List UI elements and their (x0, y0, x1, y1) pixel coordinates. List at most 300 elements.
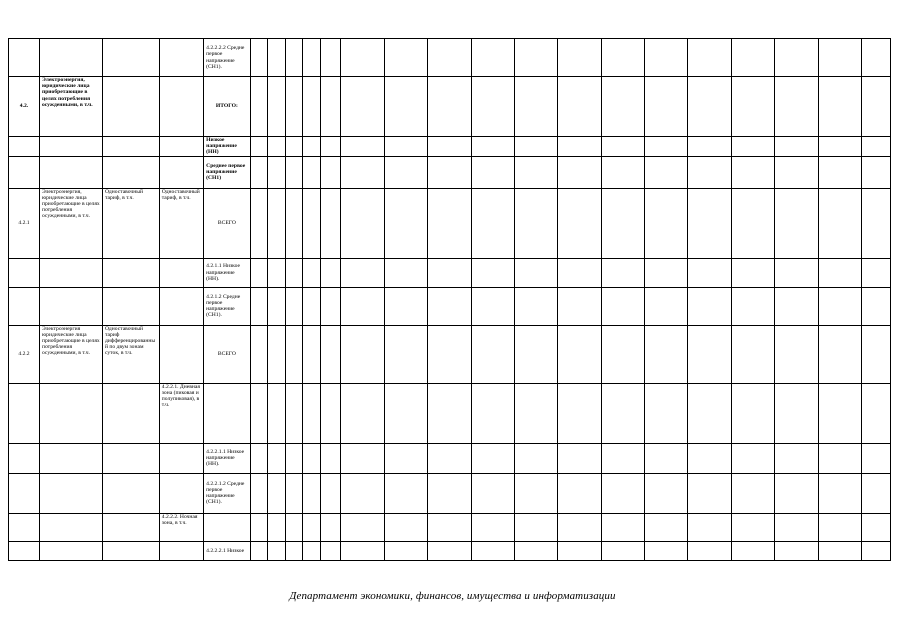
table-cell (303, 287, 321, 325)
table-cell (645, 77, 688, 137)
table-cell (514, 287, 557, 325)
table-cell (320, 473, 341, 513)
table-cell: 4.2.2 (9, 325, 40, 383)
table-cell (471, 325, 514, 383)
table-cell (39, 258, 102, 287)
table-cell (39, 541, 102, 560)
table-cell (558, 473, 601, 513)
table-cell (268, 39, 286, 77)
table-cell (341, 443, 384, 473)
table-cell (861, 513, 890, 541)
table-cell (428, 39, 471, 77)
table-cell (285, 39, 303, 77)
table-cell (9, 287, 40, 325)
table-cell (688, 443, 731, 473)
table-cell (102, 156, 159, 188)
table-cell (601, 77, 644, 137)
table-cell (514, 383, 557, 443)
table-cell (645, 383, 688, 443)
table-cell (102, 513, 159, 541)
table-cell (39, 443, 102, 473)
table-cell (688, 39, 731, 77)
table-cell (285, 443, 303, 473)
table-cell (285, 541, 303, 560)
table-cell (250, 77, 268, 137)
table-cell (9, 513, 40, 541)
table-row (9, 541, 891, 560)
table-cell (688, 137, 731, 157)
table-cell (818, 287, 861, 325)
table-cell (250, 383, 268, 443)
table-cell (818, 473, 861, 513)
table-cell (688, 383, 731, 443)
table-cell (428, 156, 471, 188)
table-cell (558, 39, 601, 77)
table-cell (688, 325, 731, 383)
table-cell (601, 513, 644, 541)
table-cell (558, 541, 601, 560)
table-row (9, 513, 891, 541)
table-cell (384, 287, 427, 325)
table-cell (818, 77, 861, 137)
table-cell (39, 137, 102, 157)
table-cell (514, 188, 557, 258)
table-cell (731, 137, 774, 157)
table-cell (731, 541, 774, 560)
table-cell (471, 39, 514, 77)
table-cell (428, 513, 471, 541)
table-cell (9, 39, 40, 77)
table-cell (645, 188, 688, 258)
table-cell (861, 473, 890, 513)
table-row (9, 443, 891, 473)
table-cell (320, 188, 341, 258)
table-cell (159, 137, 203, 157)
table-cell (39, 473, 102, 513)
table-cell (303, 258, 321, 287)
table-cell (471, 473, 514, 513)
table-cell (428, 77, 471, 137)
table-cell (285, 258, 303, 287)
footer-department: Департамент экономики, финансов, имущества и информатизации (289, 590, 616, 602)
table-cell (514, 325, 557, 383)
table-cell (428, 325, 471, 383)
table-cell (159, 39, 203, 77)
table-cell (250, 287, 268, 325)
table-cell (861, 541, 890, 560)
table-cell (384, 77, 427, 137)
table-cell (250, 156, 268, 188)
table-cell (645, 443, 688, 473)
table-cell (303, 325, 321, 383)
table-cell (102, 541, 159, 560)
table-cell (384, 383, 427, 443)
table-cell (250, 258, 268, 287)
table-cell (775, 137, 818, 157)
table-cell (818, 383, 861, 443)
table-cell (102, 39, 159, 77)
table-cell (731, 473, 774, 513)
table-cell (320, 443, 341, 473)
table-cell (268, 513, 286, 541)
table-cell (601, 188, 644, 258)
table-row (9, 258, 891, 287)
table-cell (159, 287, 203, 325)
table-cell (285, 188, 303, 258)
table-cell: 4.2.2.2.1 Низкое (204, 541, 250, 560)
table-cell (102, 258, 159, 287)
table-row (9, 188, 891, 258)
table-cell (384, 156, 427, 188)
table-cell (250, 513, 268, 541)
table-cell (268, 258, 286, 287)
table-row (9, 473, 891, 513)
table-cell (558, 258, 601, 287)
table-cell (688, 287, 731, 325)
table-cell (102, 443, 159, 473)
table-cell (320, 137, 341, 157)
table-cell (731, 287, 774, 325)
table-cell: 4.2.2.1.1 Низкое напряжение (НН). (204, 443, 250, 473)
table-cell (688, 513, 731, 541)
table-cell (320, 541, 341, 560)
table-cell (303, 473, 321, 513)
table-cell: 4.2. (9, 77, 40, 137)
table-cell (601, 156, 644, 188)
table-cell (645, 541, 688, 560)
table-cell (861, 77, 890, 137)
table-cell (9, 156, 40, 188)
table-cell (861, 443, 890, 473)
table-cell (303, 39, 321, 77)
table-cell (268, 77, 286, 137)
table-cell (159, 473, 203, 513)
table-cell (285, 513, 303, 541)
table-cell (688, 188, 731, 258)
table-cell: 4.2.1.2 Средне первое напряжение (СН1). (204, 287, 250, 325)
table-cell (558, 77, 601, 137)
table-cell: 4.2.1.1 Низкое напряжение (НН). (204, 258, 250, 287)
table-cell (268, 443, 286, 473)
table-cell (384, 473, 427, 513)
table-cell (303, 443, 321, 473)
table-cell (102, 473, 159, 513)
table-cell (775, 473, 818, 513)
table-cell (285, 473, 303, 513)
table-cell (341, 156, 384, 188)
table-cell (775, 77, 818, 137)
table-cell (159, 77, 203, 137)
table-cell (428, 258, 471, 287)
table-cell: Электроэнергия, юридические лица приобретающие в целях потребления осужденными, в т.ч. (39, 188, 102, 258)
table-cell (384, 39, 427, 77)
table-row (9, 383, 891, 443)
table-cell (285, 156, 303, 188)
table-cell (601, 39, 644, 77)
table-cell (471, 513, 514, 541)
table-cell (818, 513, 861, 541)
table-cell (268, 156, 286, 188)
table-cell (285, 287, 303, 325)
table-cell (341, 325, 384, 383)
table-cell (320, 325, 341, 383)
table-cell (558, 287, 601, 325)
table-cell (775, 513, 818, 541)
table-cell (384, 325, 427, 383)
table-cell (39, 383, 102, 443)
table-cell: 4.2.2.1.2 Средне первое напряжение (СН1). (204, 473, 250, 513)
table-cell (861, 39, 890, 77)
table-cell (250, 541, 268, 560)
table-cell (341, 287, 384, 325)
table-cell (861, 156, 890, 188)
table-cell (384, 258, 427, 287)
table-cell (428, 383, 471, 443)
table-cell (601, 137, 644, 157)
table-cell (731, 383, 774, 443)
table-cell (285, 325, 303, 383)
table-cell (514, 513, 557, 541)
table-cell (428, 443, 471, 473)
table-cell (320, 513, 341, 541)
table-cell (39, 287, 102, 325)
table-cell (601, 443, 644, 473)
table-cell (39, 39, 102, 77)
table-cell (861, 137, 890, 157)
table-cell (558, 156, 601, 188)
table-cell (688, 541, 731, 560)
table-cell (688, 258, 731, 287)
tariff-table (8, 38, 891, 561)
table-cell (102, 383, 159, 443)
table-cell (645, 287, 688, 325)
table-cell (558, 137, 601, 157)
table-cell (341, 258, 384, 287)
table-cell (861, 258, 890, 287)
table-cell (204, 513, 250, 541)
table-cell (471, 258, 514, 287)
table-cell (341, 541, 384, 560)
table-cell (514, 541, 557, 560)
table-cell (341, 188, 384, 258)
table-cell (285, 383, 303, 443)
table-cell (558, 188, 601, 258)
table-cell (818, 156, 861, 188)
table-cell: ИТОГО: (204, 77, 250, 137)
table-cell (159, 443, 203, 473)
table-cell (250, 39, 268, 77)
table-cell (514, 77, 557, 137)
table-cell (471, 77, 514, 137)
table-cell (471, 541, 514, 560)
table-cell (384, 541, 427, 560)
table-cell (9, 443, 40, 473)
table-cell (341, 383, 384, 443)
table-row (9, 325, 891, 383)
table-cell (320, 383, 341, 443)
table-cell (731, 443, 774, 473)
table-cell (303, 513, 321, 541)
table-cell (159, 156, 203, 188)
table-cell (384, 443, 427, 473)
table-cell (384, 137, 427, 157)
table-cell (601, 325, 644, 383)
table-cell (428, 188, 471, 258)
table-cell (320, 77, 341, 137)
table-cell (341, 137, 384, 157)
table-cell (471, 137, 514, 157)
table-cell (428, 541, 471, 560)
table-cell (268, 137, 286, 157)
table-cell (818, 325, 861, 383)
table-cell (731, 156, 774, 188)
table-cell (268, 541, 286, 560)
table-cell (159, 325, 203, 383)
table-cell: 4.2.2.2.2 Средне первое напряжение (СН1). (204, 39, 250, 77)
table-row (9, 156, 891, 188)
table-cell (320, 258, 341, 287)
table-cell (285, 137, 303, 157)
table-cell (514, 156, 557, 188)
table-cell (268, 473, 286, 513)
table-cell (645, 513, 688, 541)
table-cell (268, 325, 286, 383)
table-cell (303, 541, 321, 560)
table-row (9, 39, 891, 77)
table-row (9, 287, 891, 325)
table-cell (384, 513, 427, 541)
table-cell (775, 39, 818, 77)
table-cell (514, 443, 557, 473)
table-cell (601, 541, 644, 560)
table-cell (471, 156, 514, 188)
table-cell (39, 513, 102, 541)
table-cell (558, 383, 601, 443)
table-cell (861, 287, 890, 325)
table-cell (9, 258, 40, 287)
table-cell (204, 383, 250, 443)
table-cell (303, 77, 321, 137)
table-cell (818, 443, 861, 473)
table-cell (775, 443, 818, 473)
table-cell (601, 383, 644, 443)
table-cell (428, 287, 471, 325)
table-cell (428, 473, 471, 513)
table-cell (558, 513, 601, 541)
table-cell (320, 156, 341, 188)
table-cell (303, 188, 321, 258)
table-cell: Электроэнергия юридические лица приобретающие в целях потребления осужденными, в т.ч. (39, 325, 102, 383)
table-cell (341, 513, 384, 541)
table-cell (558, 325, 601, 383)
table-cell: Одноставочный тариф, в т.ч. (102, 188, 159, 258)
table-cell (818, 137, 861, 157)
table-cell (731, 325, 774, 383)
table-cell (471, 188, 514, 258)
table-cell (102, 77, 159, 137)
table-cell (250, 443, 268, 473)
table-cell (514, 39, 557, 77)
table-cell (285, 77, 303, 137)
table-cell (775, 258, 818, 287)
table-cell: 4.2.2.2. Ночная зона, в т.ч. (159, 513, 203, 541)
table-cell: Одноставочный тариф дифференцированный по двум зонам суток, в т.ч. (102, 325, 159, 383)
table-cell (731, 188, 774, 258)
table-row (9, 137, 891, 157)
table-cell (159, 258, 203, 287)
table-cell (250, 325, 268, 383)
table-cell (731, 513, 774, 541)
table-cell (601, 473, 644, 513)
table-cell (9, 383, 40, 443)
table-cell (645, 39, 688, 77)
table-cell (818, 541, 861, 560)
table-cell (303, 156, 321, 188)
table-cell: Электроэнергия, юридические лица приобретающие в целях потребления осужденными, в т.ч. (39, 77, 102, 137)
table-row (9, 77, 891, 137)
table-cell (9, 541, 40, 560)
table-cell: 4.2.2.1. Дневная зона (пиковая и полупиковая), в т.ч. (159, 383, 203, 443)
table-cell (775, 325, 818, 383)
table-cell (688, 473, 731, 513)
table-cell (102, 287, 159, 325)
table-cell (268, 383, 286, 443)
table-cell (39, 156, 102, 188)
table-cell (775, 287, 818, 325)
table-cell (159, 541, 203, 560)
table-cell (861, 188, 890, 258)
table-cell (688, 156, 731, 188)
table-cell (9, 473, 40, 513)
table-cell (471, 443, 514, 473)
table-cell (250, 473, 268, 513)
table-cell (775, 541, 818, 560)
table-cell: ВСЕГО (204, 325, 250, 383)
table-cell (731, 258, 774, 287)
table-cell (268, 188, 286, 258)
table-cell (320, 287, 341, 325)
table-cell (775, 156, 818, 188)
table-cell (775, 188, 818, 258)
table-cell (514, 137, 557, 157)
table-cell (775, 383, 818, 443)
table-cell (688, 77, 731, 137)
table-cell (102, 137, 159, 157)
table-cell (250, 137, 268, 157)
table-cell (645, 156, 688, 188)
table-cell (320, 39, 341, 77)
table-cell (303, 137, 321, 157)
table-cell: Одноставочный тариф, в т.ч. (159, 188, 203, 258)
table-cell (341, 473, 384, 513)
table-cell (818, 39, 861, 77)
table-cell: ВСЕГО (204, 188, 250, 258)
table-cell (471, 383, 514, 443)
table-cell (818, 258, 861, 287)
table-cell (514, 258, 557, 287)
table-cell: Среднее первое напряжение (СН1) (204, 156, 250, 188)
table-cell (471, 287, 514, 325)
table-cell (645, 258, 688, 287)
table-cell (9, 137, 40, 157)
table-cell (268, 287, 286, 325)
table-cell (861, 383, 890, 443)
table-cell: Низкое напряжение (НН) (204, 137, 250, 157)
table-cell (341, 77, 384, 137)
table-cell (303, 383, 321, 443)
table-body (9, 39, 891, 561)
table-cell (861, 325, 890, 383)
